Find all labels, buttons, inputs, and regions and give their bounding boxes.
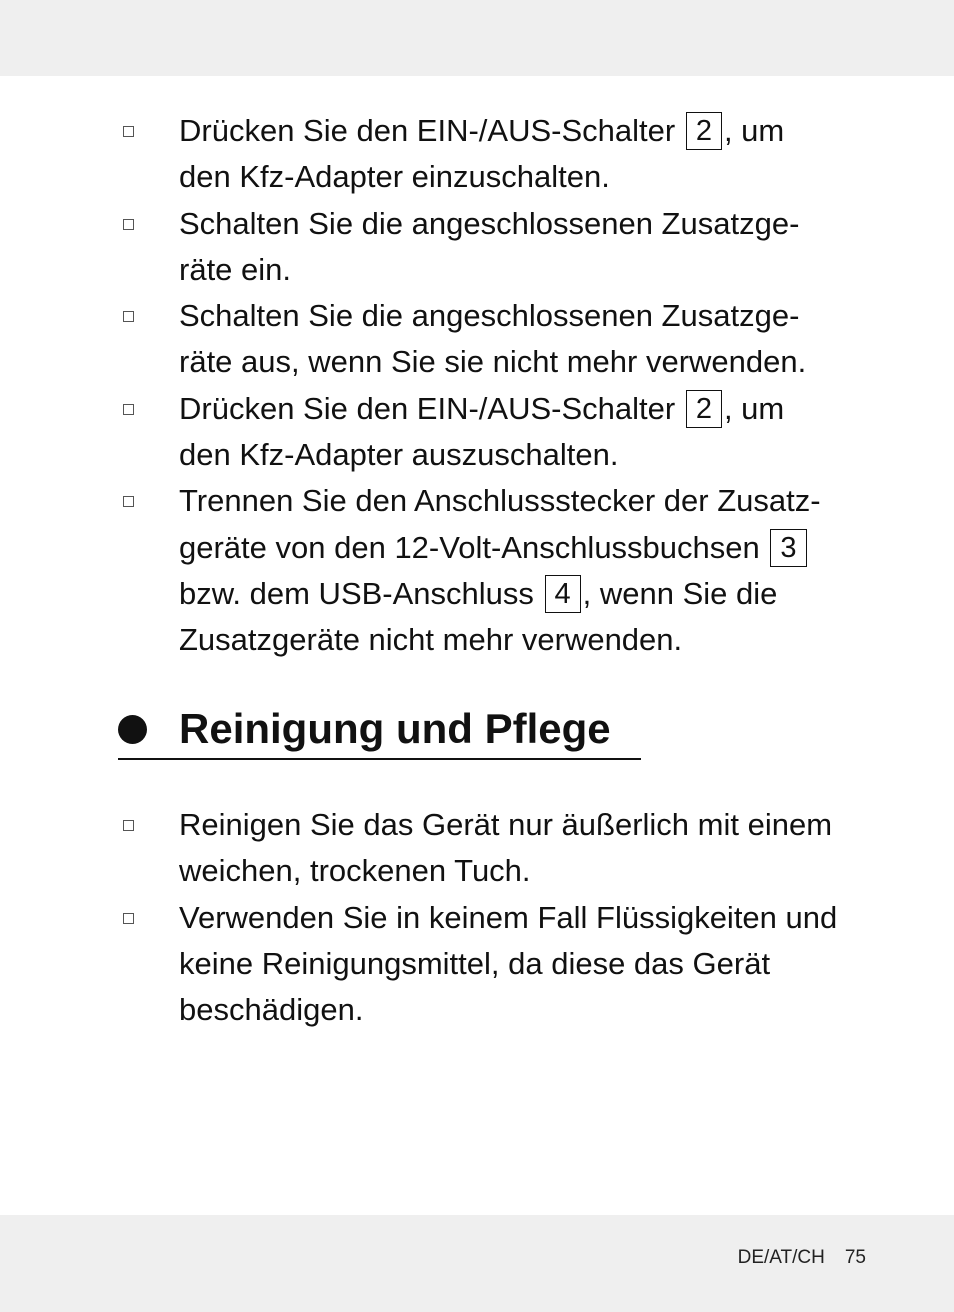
page-number: 75: [844, 1247, 866, 1268]
checkbox-icon: [123, 820, 134, 831]
page-footer: [738, 1247, 866, 1269]
reference-number: 4: [545, 575, 581, 613]
checkbox-icon: [123, 126, 134, 137]
operation-steps: [118, 108, 838, 664]
list-item: Verwenden Sie in keinem Fall Flüssigkeiten und keine Reinigungsmittel, da diese das Gerät beschädigen.: [118, 895, 838, 1034]
reference-number: 3: [770, 529, 806, 567]
bullet-dot-icon: [118, 715, 147, 744]
list-item: Schalten Sie die angeschlossenen Zusatzge-räte aus, wenn Sie sie nicht mehr verwenden.: [118, 293, 838, 386]
list-item: Reinigen Sie das Gerät nur äußerlich mit einem weichen, trockenen Tuch.: [118, 802, 838, 895]
section-title: Reinigung und Pflege: [179, 705, 611, 752]
locale-label: DE/AT/CH: [737, 1247, 825, 1268]
reference-number: 2: [686, 112, 722, 150]
cleaning-steps: [118, 802, 838, 1033]
list-item: Drücken Sie den EIN-/AUS-Schalter 2 , um den Kfz-Adapter einzuschalten.: [118, 108, 838, 201]
checkbox-icon: [123, 496, 134, 507]
checkbox-icon: [123, 913, 134, 924]
list-item: Drücken Sie den EIN-/AUS-Schalter 2 , um den Kfz-Adapter auszuschalten.: [118, 386, 838, 479]
list-item: Trennen Sie den Anschlussstecker der Zusatz-geräte von den 12-Volt-Anschlussbuchsen 3 bzw. dem USB-Anschluss 4 , wenn Sie die Zusatzgeräte nicht mehr verwenden.: [118, 478, 838, 663]
header-band: [0, 0, 954, 76]
section-heading: [118, 700, 641, 760]
list-item: Schalten Sie die angeschlossenen Zusatzge-räte ein.: [118, 201, 838, 294]
checkbox-icon: [123, 311, 134, 322]
checkbox-icon: [123, 219, 134, 230]
reference-number: 2: [686, 390, 722, 428]
checkbox-icon: [123, 404, 134, 415]
